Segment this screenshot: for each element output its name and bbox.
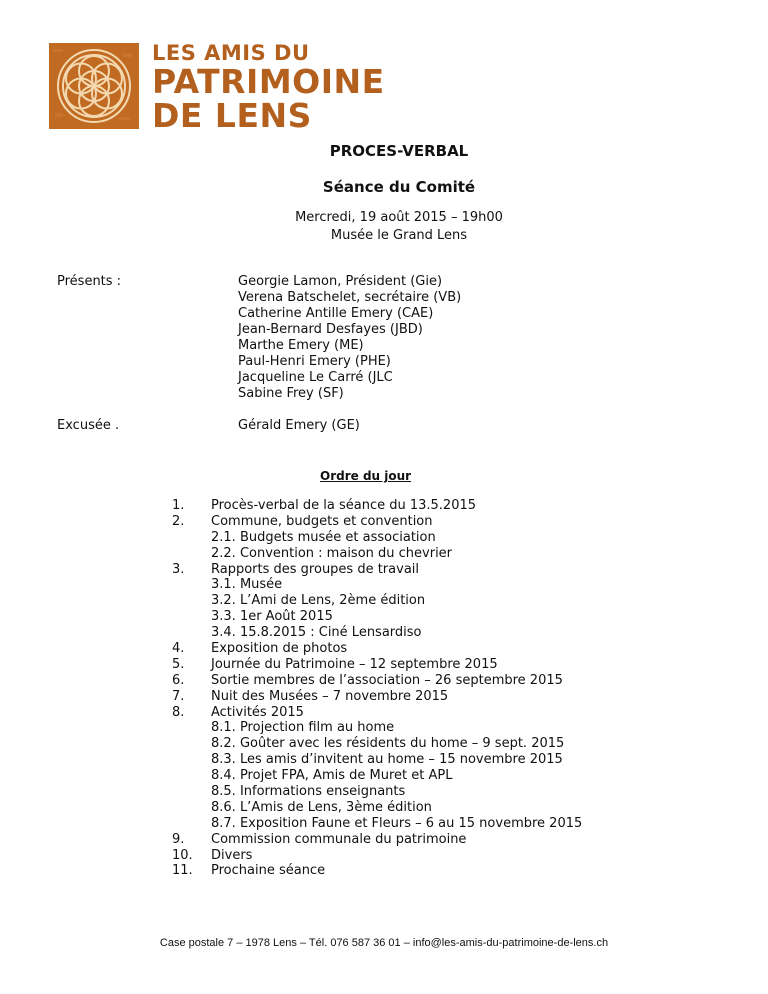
agenda-text: 3.4. 15.8.2015 : Ciné Lensardiso	[211, 625, 422, 641]
page-title: PROCES-VERBAL	[329, 142, 469, 160]
logo-line-2: PATRIMOINE	[152, 62, 385, 101]
agenda-number: 11.	[172, 863, 193, 879]
present-name: Paul-Henri Emery (PHE)	[238, 354, 391, 369]
excused-name: Gérald Emery (GE)	[238, 418, 360, 433]
agenda-number: 3.	[172, 561, 185, 577]
logo-line-3: DE LENS	[152, 96, 312, 135]
agenda-text: 3.3. 1er Août 2015	[211, 609, 333, 625]
agenda-text: 8.7. Exposition Faune et Fleurs – 6 au 15 novembre 2015	[211, 815, 583, 831]
meeting-date: Mercredi, 19 août 2015 – 19h00	[295, 210, 503, 225]
agenda-text: Nuit des Musées – 7 novembre 2015	[211, 688, 449, 704]
agenda-number: 4.	[172, 641, 185, 657]
agenda-text: 8.3. Les amis d’invitent au home – 15 novembre 2015	[211, 752, 563, 768]
rosette-emblem-icon	[49, 43, 139, 129]
present-name: Marthe Emery (ME)	[238, 338, 364, 353]
agenda-text: Commune, budgets et convention	[211, 513, 433, 529]
agenda-text: Prochaine séance	[211, 863, 326, 879]
agenda-text: 8.5. Informations enseignants	[211, 784, 406, 800]
present-name: Jean-Bernard Desfayes (JBD)	[238, 322, 423, 337]
agenda-text: 2.2. Convention : maison du chevrier	[211, 545, 453, 561]
agenda-text: 8.2. Goûter avec les résidents du home – 9 sept. 2015	[211, 736, 565, 752]
agenda-number: 9.	[172, 831, 185, 847]
agenda-text: Journée du Patrimoine – 12 septembre 2015	[211, 656, 498, 672]
present-name: Sabine Frey (SF)	[238, 386, 344, 401]
present-name: Jacqueline Le Carré (JLC	[238, 370, 393, 385]
agenda-text: Activités 2015	[211, 704, 304, 720]
agenda-text: 8.4. Projet FPA, Amis de Muret et APL	[211, 768, 453, 784]
agenda-number: 1.	[172, 498, 185, 513]
present-name: Verena Batschelet, secrétaire (VB)	[238, 290, 462, 305]
agenda-text: 8.6. L’Amis de Lens, 3ème édition	[211, 799, 432, 815]
agenda-number: 2.	[172, 513, 185, 529]
present-name: Georgie Lamon, Président (Gie)	[238, 274, 443, 289]
logo-line-1: LES AMIS DU	[152, 41, 310, 65]
agenda-text: Divers	[211, 847, 253, 863]
present-label: Présents :	[57, 274, 122, 289]
excused-label: Excusée .	[57, 418, 120, 433]
agenda-number: 7.	[172, 688, 185, 704]
agenda-text: 3.1. Musée	[211, 577, 283, 593]
logo	[49, 41, 394, 135]
agenda-title: Ordre du jour	[320, 469, 412, 483]
agenda-text: 8.1. Projection film au home	[211, 720, 395, 736]
agenda-text: Sortie membres de l’association – 26 septembre 2015	[211, 672, 563, 688]
meeting-location: Musée le Grand Lens	[330, 228, 468, 243]
agenda-number: 10.	[172, 847, 193, 863]
agenda-number: 6.	[172, 672, 185, 688]
agenda-text: 2.1. Budgets musée et association	[211, 529, 436, 545]
meeting-title: Séance du Comité	[322, 178, 476, 196]
footer-contact: Case postale 7 – 1978 Lens – Tél. 076 587 36 01 – info@les-amis-du-patrimoine-de-lens.ch	[159, 937, 609, 949]
agenda-text: Rapports des groupes de travail	[211, 561, 420, 577]
agenda-text: Commission communale du patrimoine	[211, 831, 467, 847]
agenda-number: 8.	[172, 704, 185, 720]
present-name: Catherine Antille Emery (CAE)	[238, 306, 434, 321]
agenda-number: 5.	[172, 656, 185, 672]
agenda-text: Exposition de photos	[211, 641, 348, 657]
present-list	[238, 274, 461, 402]
agenda-text: Procès-verbal de la séance du 13.5.2015	[211, 498, 477, 513]
agenda-text: 3.2. L’Ami de Lens, 2ème édition	[211, 593, 426, 609]
